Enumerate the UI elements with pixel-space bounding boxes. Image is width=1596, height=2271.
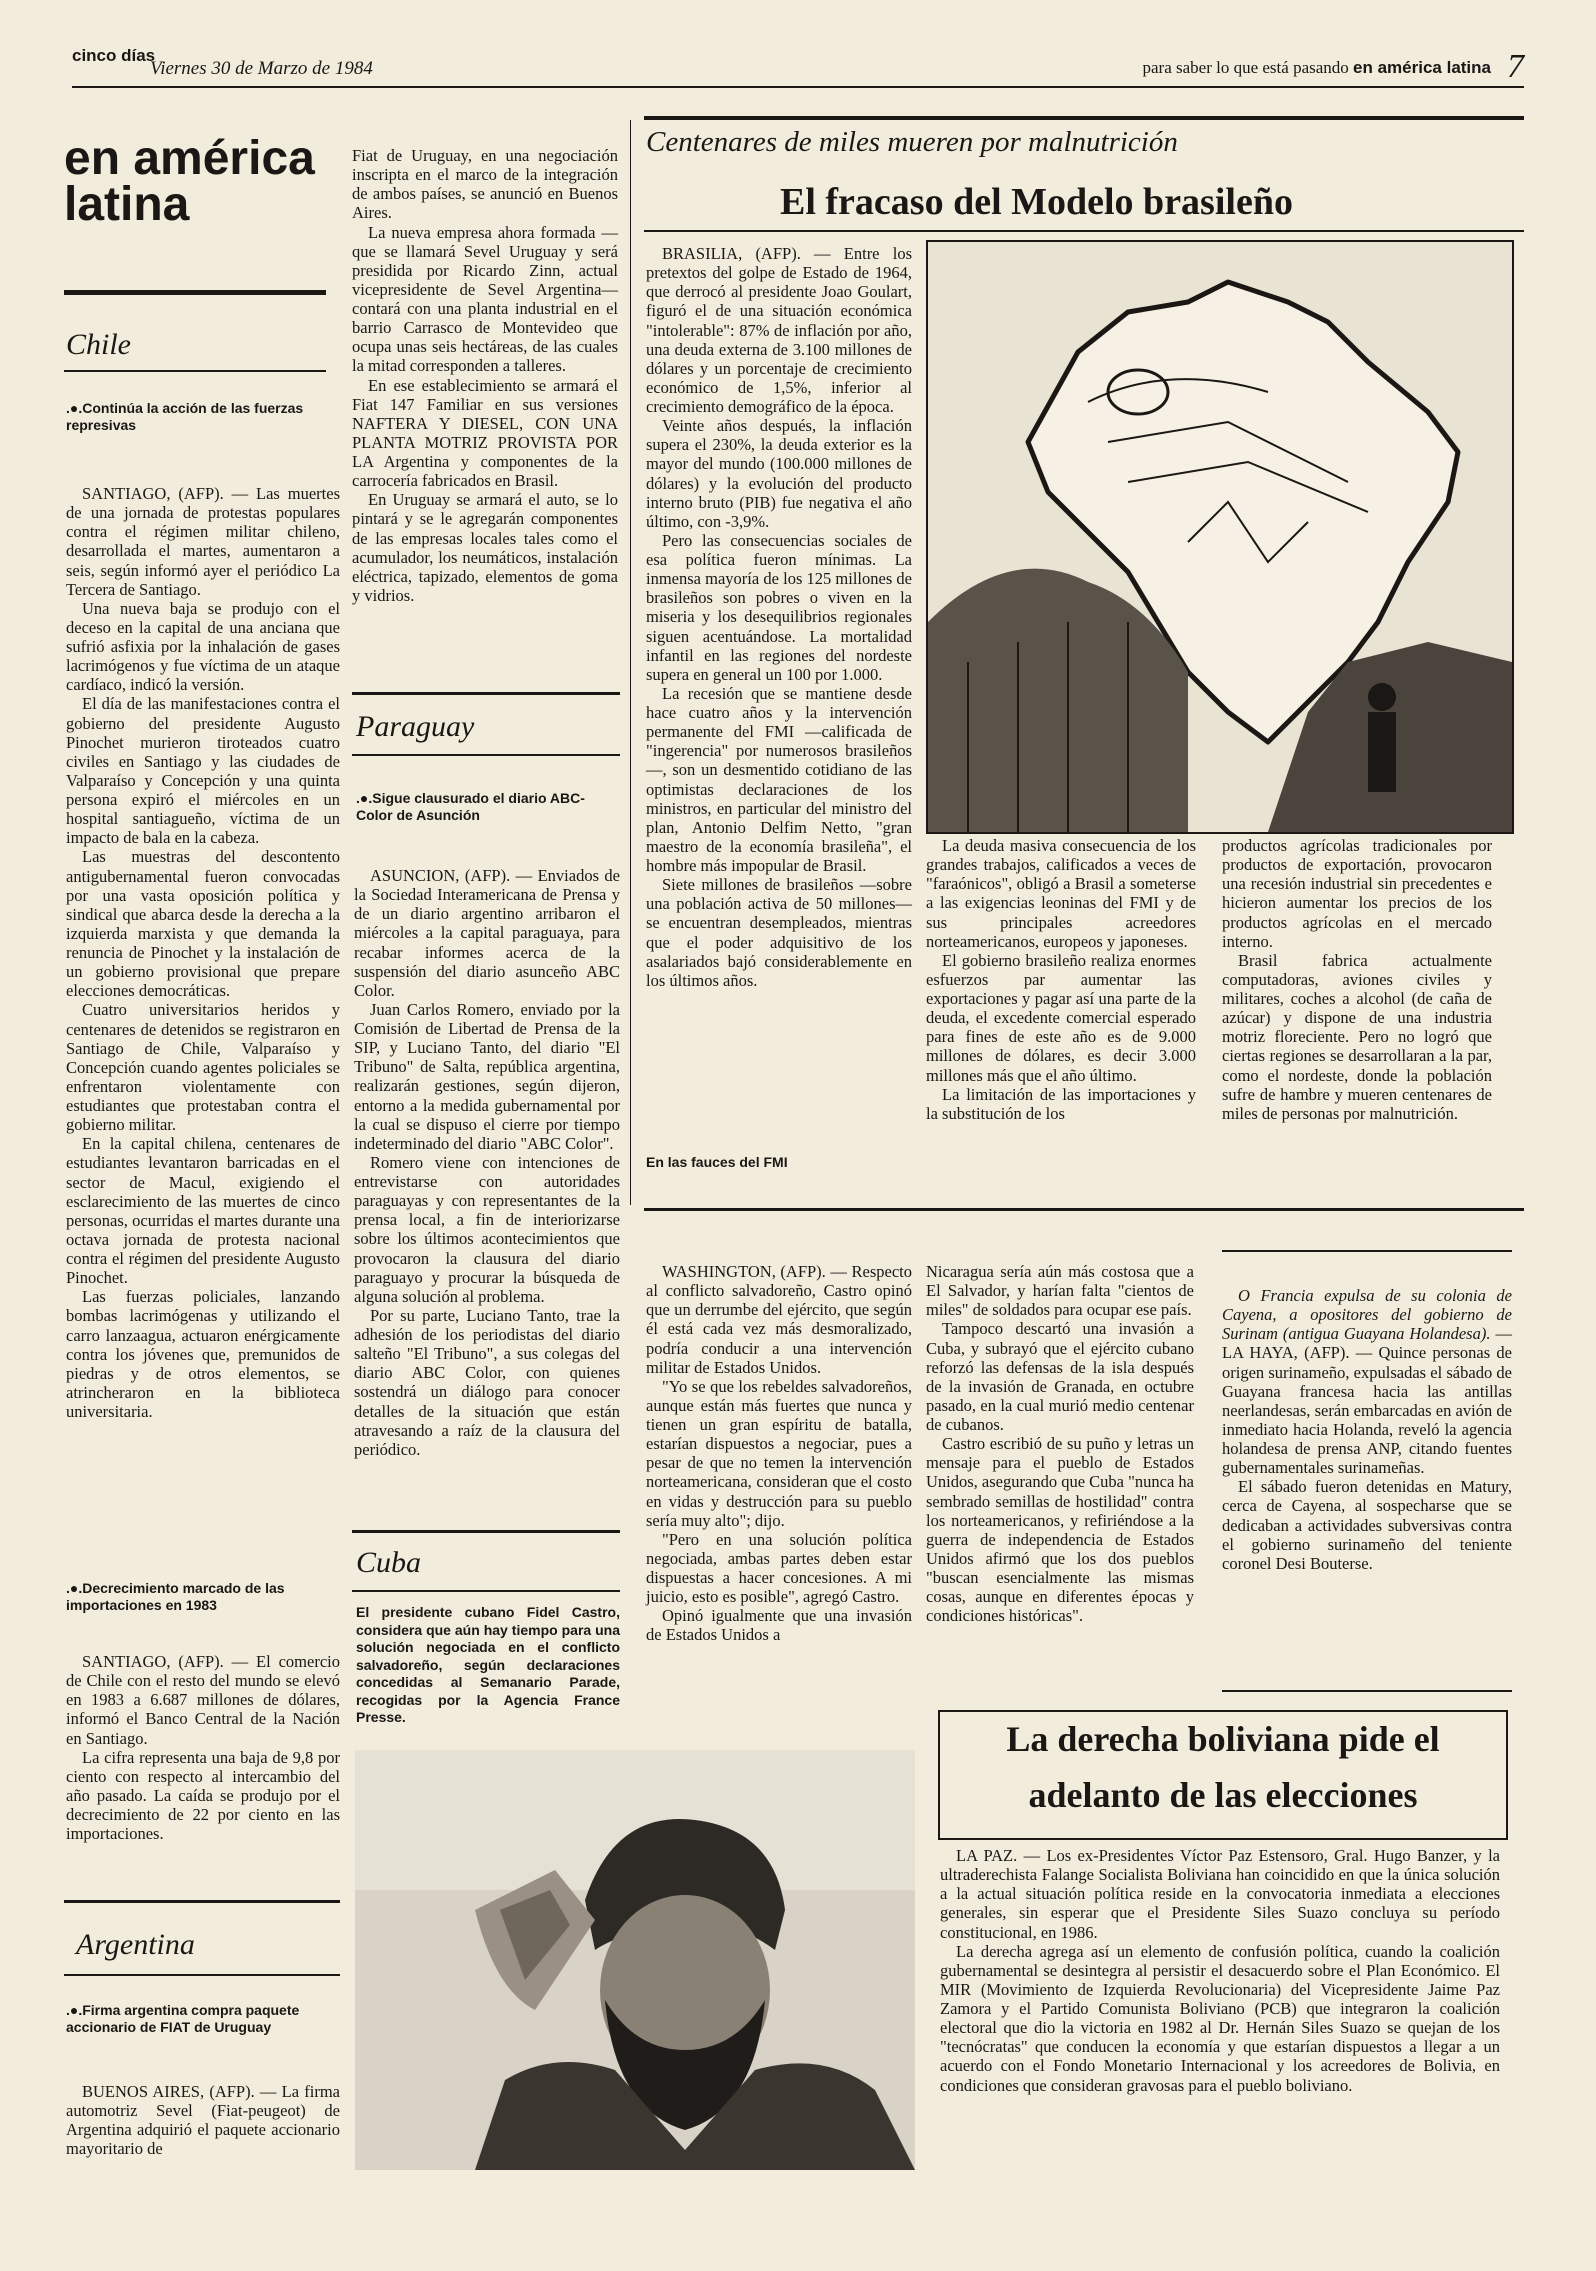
slogan-prefix: para saber lo que está pasando (1142, 58, 1349, 77)
section-title: en américa latina (64, 132, 315, 231)
paragraph: En la capital chilena, centenares de estudiantes levantaron barricadas en el sector de Macul, exigiendo el esclarecimiento de las muertes de cinco personas, ocurridas el martes durante una octava jornada de protesta nacional contra el régimen del presidente Augusto Pinochet. (66, 1134, 340, 1288)
paragraph: Fiat de Uruguay, en una negociación inscripta en el marco de la integración de ambos países, se anunció en Buenos Aires. (352, 146, 618, 223)
brasil-rule (644, 230, 1524, 232)
paragraph: Las fuerzas policiales, lanzando bombas lacrimógenas y utilizando el carro lanzaagua, actuaron enérgicamente contra los jóvenes que, premunidos de piedras y de otros elementos, se atrincheraron en la biblioteca universitaria. (66, 1287, 340, 1421)
brasil-rule-bottom (644, 1208, 1524, 1211)
paragraph: Castro escribió de su puño y letras un mensaje para el pueblo de Estados Unidos, asegurando que Cuba "nunca ha sembrado semillas de hostilidad" contra los norteamericanos, y refiriéndose a la guerra de independencia de Estados Unidos afirmó que los dos pueblos "buscan esencialmente las mismas cosas, aunque en diferentes épocas y condiciones históricas". (926, 1434, 1194, 1626)
section-title-rule (64, 290, 326, 295)
section-label-cuba: Cuba (356, 1546, 422, 1579)
brasil-kicker: Centenares de miles mueren por malnutrición (646, 126, 1178, 158)
brasil-headline: El fracaso del Modelo brasileño (780, 181, 1293, 223)
chile-bullet-2: .●.Decrecimiento marcado de las importaciones en 1983 (66, 1580, 285, 1613)
paragraph: Juan Carlos Romero, enviado por la Comisión de Libertad de Prensa de la SIP, y Luciano Tanto, del diario "El Tribuno" de Salta, república argentina, realizarán gestiones, según dijeron, entorno a la medida gubernamental por la cual se dispuso el cierre por tiempo indeterminado del diario "ABC Color". (354, 999, 620, 1153)
section-label-chile: Chile (66, 328, 131, 361)
column-divider (630, 120, 631, 1205)
section-label-argentina: Argentina (76, 1928, 195, 1961)
paragraph: "Pero en una solución política negociada, ambas partes deben estar dispuestas a hacer concesiones. A mi juicio, esto es posible", agregó Castro. (646, 1529, 912, 1607)
paragraph: ASUNCION, (AFP). — Enviados de la Sociedad Interamericana de Prensa y de un diario argentino arribaron el miércoles a la capital paraguaya, para recabar informes acerca de la suspensión del diario asunceño ABC Color. (354, 866, 620, 1000)
paragraph: Nicaragua sería aún más costosa que a El Salvador, y harían falta "cientos de miles" de soldados para ocupar ese país. (926, 1262, 1194, 1320)
paraguay-rule-top (352, 692, 620, 695)
paragraph: El gobierno brasileño realiza enormes esfuerzos par aumentar las exportaciones y pagar así una parte de la deuda, el excedente comercial esperado para fines de este año es de 9.000 millones de dólares, es decir 3.000 millones más que el año último. (926, 950, 1196, 1085)
paragraph: Brasil fabrica actualmente computadoras, aviones civiles y militares, coches a alcohol (de caña de azúcar) y dispone de una industria motriz floreciente. Pero no logró que ciertas regiones se desarrollaran a la par, como el nordeste, donde la población sufre de hambre y mueren centenares de miles de personas por malnutrición. (1222, 950, 1492, 1123)
cuba-lead: El presidente cubano Fidel Castro, considera que aún hay tiempo para una solución negociada en el conflicto salvadoreño, según declaraciones concedidas al Semanario Parade, recogidas por la Agencia France Presse. (356, 1604, 620, 1725)
argentina-article (66, 2082, 340, 2159)
argentina-rule (64, 1974, 340, 1976)
bolivia-article (940, 1846, 1500, 2095)
castro-photo-art (355, 1750, 915, 2170)
paragraph: La derecha agrega así un elemento de confusión política, cuando la coalición gubernamental se desintegra al persistir el desacuerdo sobre el Plan Económico. El MIR (Movimiento de Izquierda Revolucionaria) del Vicepresidente Jaime Paz Zamora y el Partido Comunista Boliviano (PCB) que integraron la coalición electoral que dio la victoria en 1982 al Dr. Hernán Siles Suazo se quejan de los "tecnócratas" que conducen la economía y que estarían dispuestos a llegar a un acuerdo con el Fondo Monetario Internacional y los acreedores de Bolivia, en condiciones que consideran gravosas para el pueblo boliviano. (940, 1941, 1500, 2095)
brasil-col-3 (1222, 836, 1492, 1123)
cuba-col-2 (926, 1262, 1194, 1625)
chile-article-1 (66, 484, 340, 1421)
paragraph: El sábado fueron detenidas en Matury, cerca de Cayena, al sospecharse que se dedicaban a actividades subversivas contra el gobierno surinameño del teniente coronel Desi Bouterse. (1222, 1477, 1512, 1573)
paraguay-bullet: .●.Sigue clausurado el diario ABC-Color de Asunción (356, 790, 585, 823)
paragraph: Por su parte, Luciano Tanto, trae la adhesión de los periodistas del diario salteño "El Tribuno", a sus colegas del diario ABC Color, con quienes sostendrá un diálogo para conocer detalles de la situación que están atravesando a raíz de la clausura del periódico. (354, 1305, 620, 1459)
header-slogan (1143, 58, 1492, 78)
cuba-rule-top (352, 1530, 620, 1533)
paragraph: BUENOS AIRES, (AFP). — La firma automotriz Sevel (Fiat-peugeot) de Argentina adquirió el paquete accionario mayoritario de (66, 2082, 340, 2159)
masthead-logo: cinco días (72, 46, 156, 65)
issue-date: Viernes 30 de Marzo de 1984 (150, 58, 373, 79)
paragraph: El día de las manifestaciones contra el gobierno del presidente Augusto Pinochet murieron tiroteados cuatro civiles en Santiago y las ciudades de Valparaíso y Concepción y una quinta persona expiró el miércoles en un hospital santiagueño, víctima de un impacto de bala en la cabeza. (66, 694, 340, 848)
bolivia-headline-line2: adelanto de las elecciones (1028, 1774, 1418, 1815)
chile-article-2 (66, 1652, 340, 1843)
paraguay-rule (352, 754, 620, 756)
paragraph: Una nueva baja se produjo con el deceso en la capital de una anciana que sufrió asfixia por la inhalación de gases lacrimógenos y fue víctima de un ataque cardíaco, indicó la versión. (66, 598, 340, 695)
surinam-rule-bottom (1222, 1690, 1512, 1692)
brasil-map-art (928, 242, 1512, 832)
brasil-illustration (926, 240, 1514, 834)
paragraph (1222, 1286, 1512, 1477)
paragraph: Las muestras del descontento antigubernamental fueron convocadas por una vasta oposición política y sindical que abarca desde la derecha a la izquierda marxista y que demanda la renuncia de Pinochet y la instalación de un gobierno provisional que prepare elecciones democráticas. (66, 847, 340, 1001)
paragraph: LA PAZ. — Los ex-Presidentes Víctor Paz Estensoro, Gral. Hugo Banzer, y la ultraderechista Falange Socialista Boliviana han coincidido en que la única solución a la actual situación política reside en la convocatoria inmediata a elecciones generales, sin esperar que el Presidente Siles Suazo concluya su período constitucional, en 1986. (940, 1846, 1500, 1942)
page-number: 7 (1507, 48, 1524, 85)
brasil-rule-top (644, 116, 1524, 120)
paragraph: La deuda masiva consecuencia de los grandes trabajos, calificados a veces de "faraónicos", obligó a Brasil a someterse a las exigencias leoninas del FMI y de sus principales acreedores norteamericanos, europeos y japoneses. (926, 836, 1196, 951)
paragraph: La recesión que se mantiene desde hace cuatro años y la intervención permanente del FMI —calificada de "ingerencia" por numerosos brasileños—, son un desmentido cotidiano de las optimistas declaraciones de los ministros, en particular del ministro del plan, Antonio Delfim Netto, "gran maestro de la economía brasileña", el hombre más impopular de Brasil. (646, 683, 912, 875)
castro-photo (355, 1750, 915, 2170)
paragraph: La nueva empresa ahora formada —que se llamará Sevel Uruguay y será presidida por Ricardo Zinn, actual vicepresidente de Sevel Argentina— contará con una planta industrial en el barrio Carrasco de Montevideo que ocupa unas seis hectáreas, de las cuales la mitad corresponden a talleres. (352, 222, 618, 376)
argentina-rule-top (64, 1900, 340, 1903)
brasil-subhead: En las fauces del FMI (646, 1154, 788, 1170)
paragraph: Veinte años después, la inflación supera el 230%, la deuda exterior es la mayor del mundo (100.000 millones de dólares) y la evolución del producto interno bruto (PIB) fue negativa el año último, con -3,9%. (646, 416, 912, 531)
paragraph: La cifra representa una baja de 9,8 por ciento con respecto al intercambio del año pasado. La caída se produjo por el decrecimiento de 22 por ciento en las importaciones. (66, 1747, 340, 1844)
brasil-col-1 (646, 244, 912, 990)
brasil-col-2 (926, 836, 1196, 1123)
paragraph: Cuatro universitarios heridos y centenares de detenidos se registraron en Santiago de Chile, Valparaíso y Concepción cuando agentes policiales se enfrentaron violentamente con estudiantes que protestaban contra el gobierno militar. (66, 1000, 340, 1135)
header-rule (72, 86, 1524, 88)
section-label-paraguay: Paraguay (356, 710, 475, 743)
surinam-dateline: — LA HAYA, (AFP). — Quince personas de origen surinameño, expulsadas el sábado de Guayana francesa hacia las antillas neerlandesas, serán embarcadas en avión de inmediato hacia Holanda, reveló la agencia holandesa de prensa ANP, citando fuentes gubernamentales surinameñas. (1222, 1324, 1512, 1478)
slogan-bold: en américa latina (1353, 58, 1491, 77)
bolivia-headline-box (938, 1710, 1508, 1840)
argentina-bullet: .●.Firma argentina compra paquete accionario de FIAT de Uruguay (66, 2002, 300, 2035)
paragraph: BRASILIA, (AFP). — Entre los pretextos del golpe de Estado de 1964, que derrocó al presidente Joao Goulart, figuró el de una situación económica "intolerable": 87% de inflación por año, una deuda externa de 3.100 millones de dólares y un porcentaje de crecimiento económico de 1,5%, inferior al crecimiento demográfico de la época. (646, 244, 912, 416)
paragraph: Siete millones de brasileños —sobre una población activa de 50 millones— se encuentran desempleados, mientras que el poder adquisitivo de los asalariados bajó considerablemente en los últimos años. (646, 875, 912, 990)
cuba-col-1 (646, 1262, 912, 1645)
paragraph: En Uruguay se armará el auto, se lo pintará y se le agregarán componentes de las empresas locales tales como el acumulador, los neumáticos, instalación eléctrica, tapizado, elementos de goma y vidrios. (352, 490, 618, 605)
paragraph: La limitación de las importaciones y la substitución de los (926, 1084, 1196, 1123)
paragraph: WASHINGTON, (AFP). — Respecto al conflicto salvadoreño, Castro opinó que un derrumbe del ejército, que según él está cada vez más desmoralizado, podría conducir a una intervención militar de Estados Unidos. (646, 1262, 912, 1377)
paragraph: En ese establecimiento se armará el Fiat 147 Familiar en sus versiones NAFTERA Y DIESEL, CON UNA PLANTA MOTRIZ PROVISTA POR LA Argentina y componentes de la carrocería fabricados en Brasil. (352, 375, 618, 491)
paragraph: Tampoco descartó una invasión a Cuba, y subrayó que el ejército cubano reforzó las defensas de la isla después de la invasión de Granada, en octubre pasado, en la cual murió medio centenar de cubanos. (926, 1319, 1194, 1434)
surinam-article (1222, 1286, 1512, 1573)
bolivia-headline-line1: La derecha boliviana pide el (1006, 1719, 1440, 1759)
chile-rule (64, 370, 326, 372)
chile-bullet-1: .●.Continúa la acción de las fuerzas represivas (66, 400, 304, 433)
paragraph: SANTIAGO, (AFP). — El comercio de Chile con el resto del mundo se elevó en 1983 a 6.687 millones de dólares, informó el Banco Central de la Nación en Santiago. (66, 1652, 340, 1748)
paragraph: "Yo se que los rebeldes salvadoreños, aunque están más fuertes que nunca y tienen un gran espíritu de batalla, estarían dispuestos a negociar, pues a pesar de que no temen la intervención norteamericana, consideran que el costo en vidas y destrucción para su pueblo sería muy alto"; dijo. (646, 1376, 912, 1530)
cuba-rule (352, 1590, 620, 1592)
surinam-rule-top (1222, 1250, 1512, 1252)
paraguay-article (354, 866, 620, 1459)
paragraph: SANTIAGO, (AFP). — Las muertes de una jornada de protestas populares contra el régimen militar chileno, desarrollada el martes, aumentaron a seis, según informó ayer el periódico La Tercera de Santiago. (66, 484, 340, 599)
paragraph: Pero las consecuencias sociales de esa política fueron mínimas. La inmensa mayoría de los 125 millones de brasileños son pobres o viven en la miseria y los desequilibrios regionales siguen acentuándose. La mortalidad infantil en las regiones del nordeste supera en general un 100 por 1.000. (646, 530, 912, 684)
paragraph: Opinó igualmente que una invasión de Estados Unidos a (646, 1606, 912, 1645)
paragraph: productos agrícolas tradicionales por productos de exportación, provocaron una recesión industrial sin precedentes e hicieron aumentar los precios de los productos agrícolas en el mercado interno. (1222, 836, 1492, 951)
paragraph: Romero viene con intenciones de entrevistarse con autoridades paraguayas y con representantes de la prensa local, a fin de interiorizarse sobre los últimos acontecimientos que provocaron la clausura del diario paraguayo y procurar la búsqueda de alguna solución al problema. (354, 1152, 620, 1306)
surinam-lead: O Francia expulsa de su colonia de Cayena, a opositores del gobierno de Surinam (antigua Guayana Holandesa). (1222, 1286, 1512, 1344)
argentina-article-continued (352, 146, 618, 605)
section-title-block (64, 132, 326, 231)
